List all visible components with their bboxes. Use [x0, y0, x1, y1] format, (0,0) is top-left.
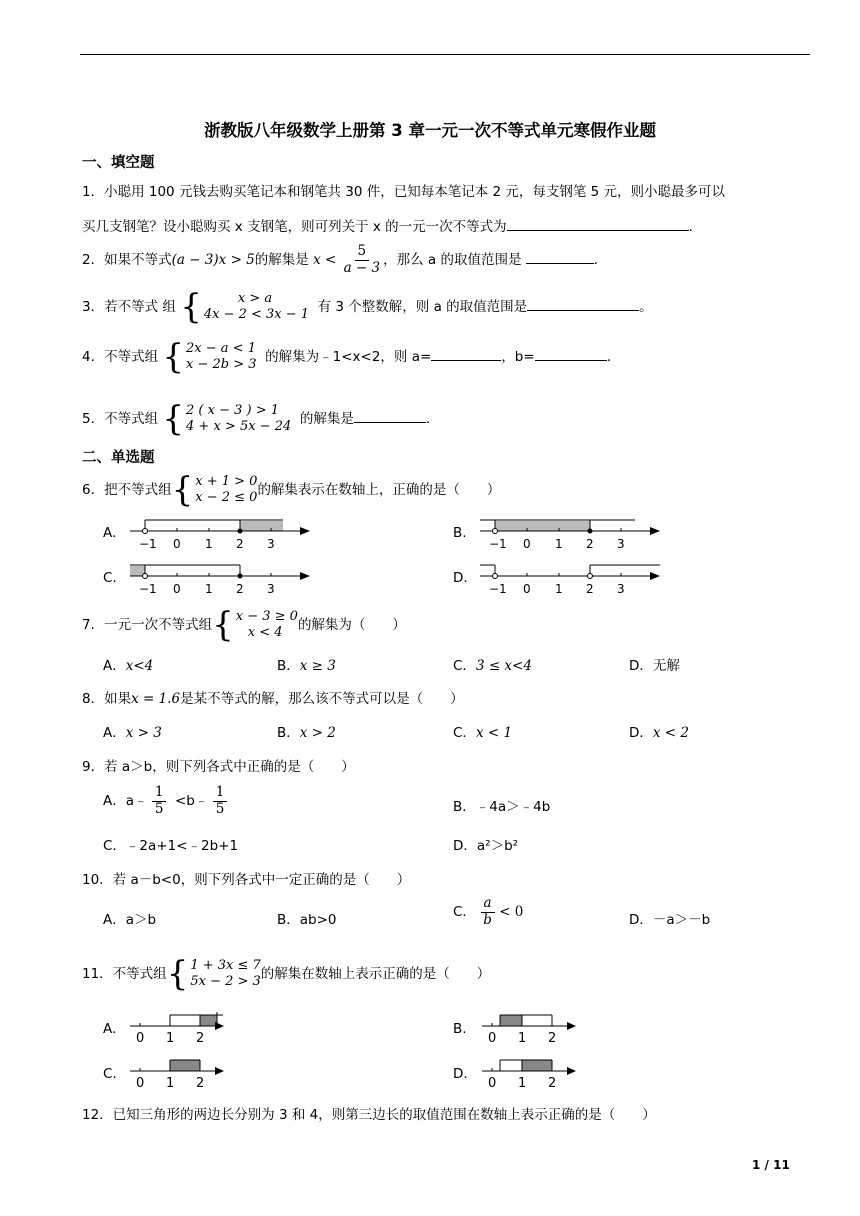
shade — [522, 1060, 552, 1071]
tick-label: 1 — [555, 537, 563, 551]
q8-post: 是某不等式的解，那么该不等式可以是（ ） — [180, 691, 464, 707]
q5-system: { 2 ( x − 3 ) > 1 4 + x > 5x − 24 — [162, 399, 292, 439]
q9-a-fraction: $\frac{1}{5}$ — [152, 785, 167, 817]
q6-option-b-label[interactable]: B. — [453, 525, 467, 541]
q10-option-d[interactable]: D．－a＞－b — [629, 912, 711, 928]
q9-a-fraction-2: $\frac{1}{5}$ — [213, 785, 228, 817]
q6-option-b-numberline[interactable] — [475, 510, 665, 552]
arrow — [215, 1067, 224, 1075]
q8-pre: 8．如果 — [82, 691, 132, 707]
tick-label: 2 — [548, 1031, 557, 1045]
q12-stem: 12．已知三角形的两边长分别为 3 和 4，则第三边长的取值范围在数轴上表示正确的是（ ） — [82, 1107, 656, 1123]
tick-label: 0 — [136, 1076, 145, 1090]
q2-post: ，那么 a 的取值范围是 — [383, 252, 522, 269]
q2-line: 2．如果不等式(a − 3)x > 5的解集是 x < $\frac{5}{a - 3}$ ，那么 a 的取值范围是 . — [82, 243, 599, 276]
q11-system: { 1 + 3x ≤ 7 5x − 2 > 3 — [166, 954, 261, 994]
q3-answer-blank[interactable] — [527, 298, 639, 311]
q6-option-d-numberline[interactable] — [475, 555, 665, 597]
shade — [170, 1060, 200, 1071]
q6-post: 的解集表示在数轴上，正确的是（ ） — [257, 482, 501, 498]
q6-option-a-numberline[interactable] — [125, 510, 315, 552]
tick-label: 0 — [173, 582, 181, 596]
q11-option-c-label[interactable]: C. — [103, 1066, 117, 1082]
arrow — [650, 527, 660, 535]
page-number: 1 / 11 — [752, 1158, 790, 1172]
q11-post: 的解集在数轴上表示正确的是（ ） — [260, 966, 491, 982]
tick-label: −1 — [489, 537, 507, 551]
q9-option-d[interactable]: D．a²＞b² — [453, 838, 519, 854]
tick-label: 2 — [586, 537, 594, 551]
tick-label: 2 — [586, 582, 594, 596]
q2-mid: 的解集是 — [254, 252, 309, 269]
q1-end: . — [688, 219, 693, 235]
tick-label: 0 — [488, 1076, 497, 1090]
tick-label: −1 — [139, 537, 157, 551]
q4-b-blank[interactable] — [535, 348, 607, 361]
q7-option-c[interactable]: C．3 ≤ x<4 — [453, 658, 532, 674]
tick-label: −1 — [489, 582, 507, 596]
q2-fraction: $\frac{5}{a - 3}$ — [343, 243, 381, 276]
q9-option-a[interactable]: A．a﹣ $\frac{1}{5}$ <b﹣ $\frac{1}{5}$ — [103, 785, 227, 817]
q9-stem: 9．若 a＞b，则下列各式中正确的是（ ） — [82, 759, 355, 775]
q11-option-b-numberline[interactable] — [480, 1007, 580, 1045]
q6-pre: 6．把不等式组 — [82, 482, 172, 498]
tick-label: 2 — [548, 1076, 557, 1090]
q3-system: { x > a 4x − 2 < 3x − 1 — [180, 287, 310, 327]
q11-option-c-numberline[interactable] — [128, 1052, 228, 1090]
tick-label: 1 — [518, 1031, 527, 1045]
q2-answer-blank[interactable] — [526, 251, 594, 264]
q3-post: 有 3 个整数解，则 a 的取值范围是 — [317, 299, 528, 315]
q5-post: 的解集是 — [299, 411, 354, 427]
q3-pre: 3．若不等式 组 — [82, 299, 176, 315]
q1-answer-blank[interactable] — [507, 218, 689, 231]
page-title: 浙教版八年级数学上册第 3 章一元一次不等式单元寒假作业题 — [204, 121, 656, 140]
q8-option-b[interactable]: B．x > 2 — [277, 725, 336, 741]
q7-option-d[interactable]: D．无解 — [629, 658, 680, 674]
tick-label: 0 — [523, 582, 531, 596]
tick-label: 2 — [196, 1076, 205, 1090]
q6-option-a-label[interactable]: A. — [103, 525, 117, 541]
q7-option-b[interactable]: B．x ≥ 3 — [277, 658, 336, 674]
q10-option-b[interactable]: B．ab>0 — [277, 912, 337, 928]
q9-option-b[interactable]: B．﹣4a＞﹣4b — [453, 799, 551, 815]
section-fill-heading: 一、填空题 — [82, 155, 155, 171]
q11-pre: 11．不等式组 — [82, 966, 167, 982]
arrow — [567, 1067, 576, 1075]
tick-label: 2 — [196, 1031, 205, 1045]
q6-option-d-label[interactable]: D. — [453, 570, 468, 586]
tick-label: 1 — [518, 1076, 527, 1090]
q8-option-c[interactable]: C．x < 1 — [453, 725, 513, 741]
q4-system: { 2x − a < 1 x − 2b > 3 — [162, 337, 257, 377]
tick-label: 3 — [267, 537, 275, 551]
header-rule — [80, 54, 810, 55]
q2-x: x < — [313, 252, 337, 269]
tick-label: 0 — [488, 1031, 497, 1045]
q10-option-c[interactable]: C． $\frac{a}{b}$ < 0 — [453, 895, 524, 928]
open-dot — [493, 574, 498, 579]
q6-system: { x + 1 > 0 x − 2 ≤ 0 — [171, 470, 258, 510]
q7-line — [82, 605, 406, 645]
q5-line: 5．不等式组 { 2 ( x − 3 ) > 1 4 + x > 5x − 24 的解集是 . — [82, 399, 431, 439]
q10-c-fraction: $\frac{a}{b}$ — [480, 896, 495, 928]
q6-option-c-numberline[interactable] — [125, 555, 315, 597]
q4-line: 4．不等式组 { 2x − a < 1 x − 2b > 3 的解集为﹣1<x<2，则 a= ，b= . — [82, 337, 611, 377]
tick-label: 1 — [166, 1076, 175, 1090]
tick-label: 0 — [136, 1031, 145, 1045]
arrow — [567, 1022, 576, 1030]
q8-option-d[interactable]: D．x < 2 — [629, 725, 690, 741]
tick-label: 2 — [236, 537, 244, 551]
q2-pre: 2．如果不等式 — [82, 252, 172, 269]
q4-pre: 4．不等式组 — [82, 349, 159, 365]
tick-label: 2 — [236, 582, 244, 596]
open-dot — [143, 574, 148, 579]
q7-system: { x − 3 ≥ 0 x < 4 — [212, 605, 298, 645]
open-dot — [588, 574, 593, 579]
tick-label: 0 — [523, 537, 531, 551]
tick-label: 1 — [166, 1031, 175, 1045]
tick-label: 1 — [205, 582, 213, 596]
open-dot — [493, 529, 498, 534]
q1-line2 — [82, 215, 693, 235]
q6-option-c-label[interactable]: C. — [103, 570, 117, 586]
q5-pre: 5．不等式组 — [82, 411, 159, 427]
open-dot — [143, 529, 148, 534]
tick-label: 3 — [617, 537, 625, 551]
q7-pre: 7．一元一次不等式组 — [82, 617, 213, 633]
q5-answer-blank[interactable] — [354, 410, 426, 423]
q3-line: 3．若不等式 组 { x > a 4x − 2 < 3x − 1 有 3 个整数解，则 a 的取值范围是 。 — [82, 287, 653, 327]
q11-option-b-label[interactable]: B. — [453, 1021, 467, 1037]
shade — [240, 521, 283, 531]
q8-line — [82, 687, 464, 707]
q9-option-c[interactable]: C．﹣2a+1<﹣2b+1 — [103, 838, 239, 854]
shade — [500, 1015, 522, 1026]
shade — [495, 521, 590, 531]
arrow — [300, 572, 310, 580]
q11-option-d-label[interactable]: D. — [453, 1066, 468, 1082]
q4-a-blank[interactable] — [431, 348, 501, 361]
section-single-heading: 二、单选题 — [82, 450, 155, 466]
q1-text: 买几支钢笔？设小聪购买 x 支钢笔，则可列关于 x 的一元一次不等式为 — [82, 219, 507, 235]
tick-label: 3 — [617, 582, 625, 596]
closed-dot — [238, 574, 243, 579]
q6-line — [82, 470, 501, 510]
arrow — [650, 572, 660, 580]
tick-label: 0 — [173, 537, 181, 551]
q7-post: 的解集为（ ） — [297, 617, 406, 633]
tick-label: 1 — [555, 582, 563, 596]
shade — [200, 1015, 217, 1026]
q10-stem: 10．若 a－b<0，则下列各式中一定正确的是（ ） — [82, 872, 411, 888]
q4-post: 的解集为﹣1<x<2，则 a= — [265, 349, 432, 365]
q11-option-a-numberline[interactable] — [128, 1007, 228, 1045]
q2-expr: (a − 3)x > 5 — [171, 252, 255, 269]
q1-line1: 1．小聪用 100 元钱去购买笔记本和钢笔共 30 件，已知每本笔记本 2 元，每支钢笔 5 元，则小聪最多可以 — [82, 184, 726, 200]
tick-label: 3 — [267, 582, 275, 596]
closed-dot — [588, 529, 593, 534]
q7-option-a[interactable]: A．x<4 — [103, 658, 154, 674]
arrow — [215, 1022, 224, 1030]
q11-option-d-numberline[interactable] — [480, 1052, 580, 1090]
q11-option-a-label[interactable]: A. — [103, 1021, 117, 1037]
q11-line — [82, 954, 491, 994]
closed-dot — [238, 529, 243, 534]
tick-label: −1 — [139, 582, 157, 596]
q8-option-a[interactable]: A．x > 3 — [103, 725, 162, 741]
tick-label: 1 — [205, 537, 213, 551]
q10-option-a[interactable]: A．a＞b — [103, 912, 157, 928]
arrow — [300, 527, 310, 535]
q8-expr: x = 1.6 — [131, 691, 181, 707]
